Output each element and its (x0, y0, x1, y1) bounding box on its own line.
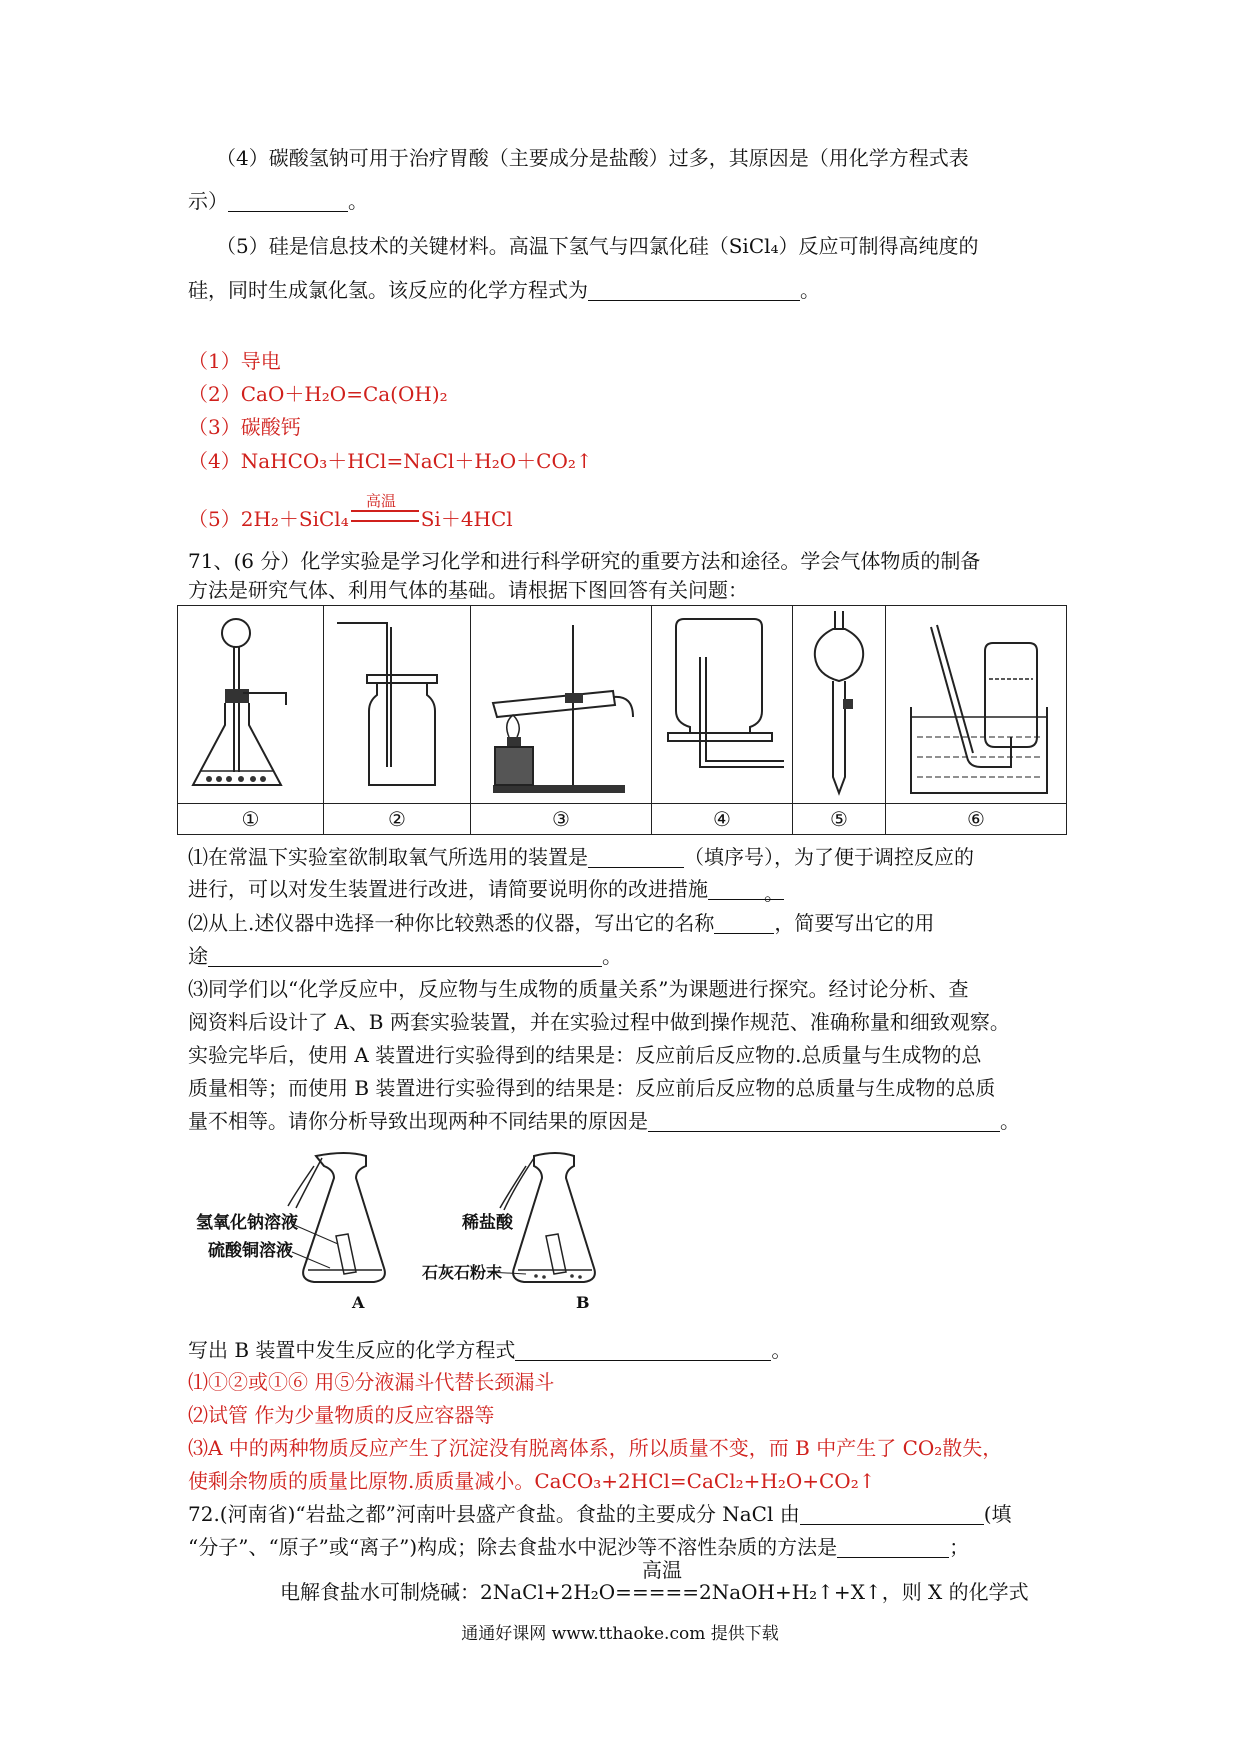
q71-intro-line1: 71、(6 分）化学实验是学习化学和进行科学研究的重要方法和途径。学会气体物质的制备 (188, 549, 981, 573)
answer-5-left: （5）2H₂＋SiCl₄ (188, 507, 349, 531)
answer-3: （3）碳酸钙 (188, 415, 301, 439)
q71-answer-3-line1: ⑶A 中的两种物质反应产生了沉淀没有脱离体系，所以质量不变，而 B 中产生了 CO₂散失， (188, 1436, 1003, 1460)
q71-part1-line1 (188, 843, 974, 871)
q72-line2 (188, 1533, 969, 1561)
q71-part2-line1 (188, 909, 934, 937)
q71-answer-3-line2: 使剩余物质的质量比原物.质质量减小。CaCO₃+2HCl=CaCl₂+H₂O+CO₂↑ (188, 1469, 876, 1493)
fig-b-label2: 石灰石粉末 (422, 1263, 503, 1282)
q71-part2-text-d: 。 (602, 944, 622, 968)
apparatus-label-5: ⑤ (793, 804, 886, 835)
answer-1: （1）导电 (188, 349, 281, 373)
answer-2: （2）CaO＋H₂O=Ca(OH)₂ (188, 382, 448, 406)
q71-part3-end: 。 (1000, 1109, 1020, 1133)
q71-part3-line5 (188, 1107, 1020, 1135)
q72-line1 (188, 1500, 1012, 1528)
q72-line3: 电解食盐水可制烧碱：2NaCl+2H₂O=====2NaOH+H₂↑+X↑，则 X 的化学式 (280, 1580, 1029, 1604)
apparatus-label-4: ④ (652, 804, 793, 835)
q71-part3-text: 量不相等。请你分析导致出现两种不同结果的原因是 (188, 1109, 648, 1133)
q71-part2-text-b: ，简要写出它的用 (774, 911, 935, 935)
apparatus-label-3: ③ (471, 804, 652, 835)
q71-part4-text: 写出 B 装置中发生反应的化学方程式 (188, 1338, 516, 1362)
q4-line2-suffix: 。 (348, 189, 368, 213)
q71-part2-text-c: 途 (188, 944, 208, 968)
answer-5-condition: 高温 (366, 492, 397, 510)
apparatus-label-2: ② (324, 804, 471, 835)
q71-part3-line2: 阅资料后设计了 A、B 两套实验装置，并在实验过程中做到操作规范、准确称量和细致观察。 (188, 1010, 1010, 1034)
fig-a-caption: A (352, 1293, 365, 1312)
q71-part1-blank1[interactable] (588, 847, 684, 868)
q71-part3-blank[interactable] (648, 1111, 1000, 1132)
q71-part2-blank2[interactable] (208, 946, 602, 967)
q71-part3-line4: 质量相等；而使用 B 装置进行实验得到的结果是：反应前后反应物的总质量与生成物的总质 (188, 1076, 996, 1100)
q71-part3-line1: ⑶同学们以“化学反应中，反应物与生成物的质量关系”为课题进行探究。经讨论分析、查 (188, 977, 969, 1001)
q4-answer-blank[interactable] (228, 191, 348, 212)
apparatus-label-6: ⑥ (886, 804, 1067, 835)
q71-part1-text-d: 。 (764, 881, 784, 905)
page-footer: 通通好课网 www.tthaoke.com 提供下载 (461, 1624, 779, 1644)
q71-part1-blank2[interactable] (708, 879, 784, 905)
q72-line1-end: (填 (983, 1502, 1012, 1526)
q71-part1-text-b: （填序号），为了便于调控反应的 (684, 845, 974, 869)
test-tube-alcohol-lamp-icon (473, 607, 649, 803)
q71-answer-1: ⑴①②或①⑥ 用⑤分液漏斗代替长颈漏斗 (188, 1370, 555, 1394)
water-trough-collection-icon (901, 607, 1051, 803)
apparatus-4-inverted-bottle (652, 606, 793, 804)
apparatus-table (177, 605, 1067, 835)
q71-intro-line2: 方法是研究气体、利用气体的基础。请根据下图回答有关问题： (188, 578, 748, 602)
q5-line2 (188, 276, 820, 304)
q71-part4 (188, 1336, 791, 1364)
erlenmeyer-flask-icon (181, 607, 321, 803)
q71-part4-end: 。 (771, 1338, 792, 1362)
q4-line2-prefix: 示） (188, 189, 228, 213)
q71-part4-blank[interactable] (515, 1340, 771, 1361)
inverted-bottle-icon (654, 607, 790, 803)
fig-a-label1: 氢氧化钠溶液 (196, 1213, 298, 1233)
q4-line2 (188, 187, 368, 215)
apparatus-5-separatory-funnel (793, 606, 886, 804)
separatory-funnel-icon (795, 607, 883, 803)
q5-line2-suffix: 。 (800, 278, 820, 302)
apparatus-6-water-trough (886, 606, 1067, 804)
answer-5-right: Si＋4HCl (420, 507, 513, 531)
fig-a-label2: 硫酸铜溶液 (208, 1241, 293, 1261)
q5-answer-blank[interactable] (588, 280, 800, 301)
equals-sign (351, 510, 419, 522)
gas-collection-bottle-icon (327, 607, 467, 803)
apparatus-3-test-tube-heating (471, 606, 652, 804)
fig-b-label1: 稀盐酸 (462, 1213, 513, 1233)
flask-a-icon (288, 1153, 385, 1282)
fig-b-caption: B (576, 1293, 590, 1312)
q71-part2-text-a: ⑵从上.述仪器中选择一种你比较熟悉的仪器，写出它的名称 (188, 911, 715, 935)
q72-condition: 高温 (642, 1558, 682, 1582)
q71-part1-line2 (188, 875, 784, 903)
q71-part1-text-c: 进行，可以对发生装置进行改进，请简要说明你的改进措施 (188, 877, 708, 901)
answer-4: （4）NaHCO₃＋HCl=NaCl＋H₂O＋CO₂↑ (188, 449, 593, 473)
q72-blank2[interactable] (837, 1537, 949, 1558)
answer-5 (188, 505, 513, 533)
q5-line1: （5）硅是信息技术的关键材料。高温下氢气与四氯化硅（SiCl₄）反应可制得高纯度的 (216, 234, 979, 258)
q4-line1: （4）碳酸氢钠可用于治疗胃酸（主要成分是盐酸）过多，其原因是（用化学方程式表 (216, 146, 969, 170)
q72-line2-text: “分子”、“原子”或“离子”)构成；除去食盐水中泥沙等不溶性杂质的方法是 (188, 1535, 838, 1559)
apparatus-1-flask (178, 606, 324, 804)
apparatus-label-1: ① (178, 804, 324, 835)
q72-blank1[interactable] (800, 1504, 984, 1525)
q72-line1-text: 72.(河南省)“岩盐之都”河南叶县盛产食盐。食盐的主要成分 NaCl 由 (188, 1502, 800, 1526)
q5-line2-prefix: 硅，同时生成氯化氢。该反应的化学方程式为 (188, 278, 588, 302)
q71-part2-line2 (188, 942, 622, 970)
q71-part1-text-a: ⑴在常温下实验室欲制取氧气所选用的装置是 (188, 845, 588, 869)
q71-answer-2: ⑵试管 作为少量物质的反应容器等 (188, 1403, 495, 1427)
q71-part3-line3: 实验完毕后，使用 A 装置进行实验得到的结果是：反应前后反应物的.总质量与生成物的总 (188, 1043, 982, 1067)
q71-part2-blank1[interactable] (714, 913, 774, 934)
q72-line2-end: ； (949, 1535, 970, 1559)
apparatus-2-bottle (324, 606, 471, 804)
